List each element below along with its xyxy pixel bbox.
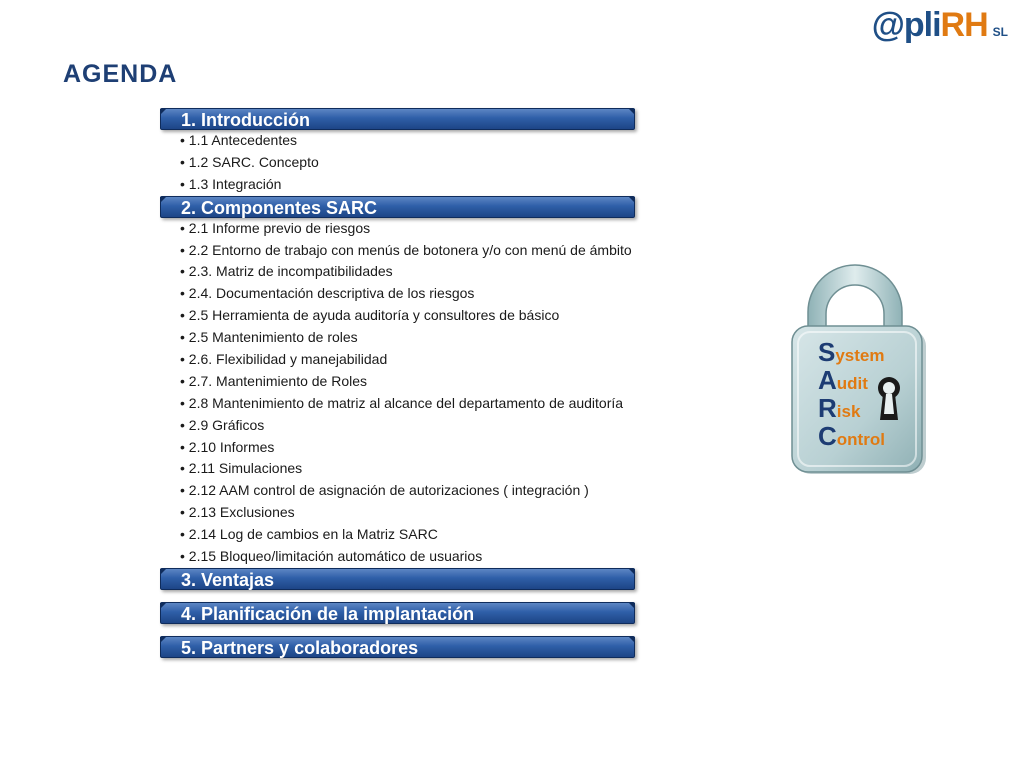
section-label: 2. Componentes SARC [181,197,378,218]
list-item: • 2.7. Mantenimiento de Roles [180,371,635,393]
acronym-letter: S [818,337,836,367]
list-item: • 2.12 AAM control de asignación de autorizaciones ( integración ) [180,480,635,502]
section-header-introduccion [160,108,635,130]
list-item: • 2.1 Informe previo de riesgos [180,218,635,240]
section-header-planificacion [160,602,635,624]
page-title: AGENDA [63,60,178,88]
company-logo [872,6,1008,46]
section-label: 4. Planificación de la implantación [181,603,475,624]
section-label: 1. Introducción [181,110,311,130]
section-header-componentes [160,196,635,218]
section-label: 3. Ventajas [181,569,275,590]
list-item: • 1.1 Antecedentes [180,130,635,152]
list-item: • 2.11 Simulaciones [180,458,635,480]
sarc-acronym [818,338,885,450]
list-item: • 2.8 Mantenimiento de matriz al alcance del departamento de auditoría [180,393,635,415]
list-item: • 2.14 Log de cambios en la Matriz SARC [180,524,635,546]
list-item: • 2.5 Mantenimiento de roles [180,327,635,349]
acronym-line-risk [818,394,885,422]
acronym-word: ystem [835,346,885,365]
acronym-line-audit [818,366,885,394]
list-item: • 1.3 Integración [180,174,635,196]
list-item: • 2.15 Bloqueo/limitación automático de usuarios [180,546,635,568]
list-item: • 1.2 SARC. Concepto [180,152,635,174]
list-item: • 2.4. Documentación descriptiva de los riesgos [180,283,635,305]
list-item: • 2.6. Flexibilidad y manejabilidad [180,349,635,371]
logo-suffix: SL [992,25,1008,39]
list-item: • 2.10 Informes [180,437,635,459]
agenda-list [160,108,635,658]
section-items-introduccion [160,130,635,196]
acronym-word: ontrol [836,430,885,449]
list-item: • 2.2 Entorno de trabajo con menús de botonera y/o con menú de ámbito [180,240,635,262]
list-item: • 2.3. Matriz de incompatibilidades [180,261,635,283]
acronym-line-control [818,422,885,450]
logo-text-main: @pli [871,6,941,44]
acronym-letter: C [818,421,837,451]
section-header-ventajas [160,568,635,590]
list-item: • 2.13 Exclusiones [180,502,635,524]
acronym-word: isk [836,402,861,421]
list-item: • 2.5 Herramienta de ayuda auditoría y consultores de básico [180,305,635,327]
acronym-word: udit [836,374,868,393]
acronym-letter: A [818,365,837,395]
acronym-line-system [818,338,885,366]
logo-text-accent: RH [940,6,988,44]
list-item: • 2.9 Gráficos [180,415,635,437]
acronym-letter: R [818,393,837,423]
section-header-partners [160,636,635,658]
section-label: 5. Partners y colaboradores [181,637,419,658]
section-items-componentes [160,218,635,568]
